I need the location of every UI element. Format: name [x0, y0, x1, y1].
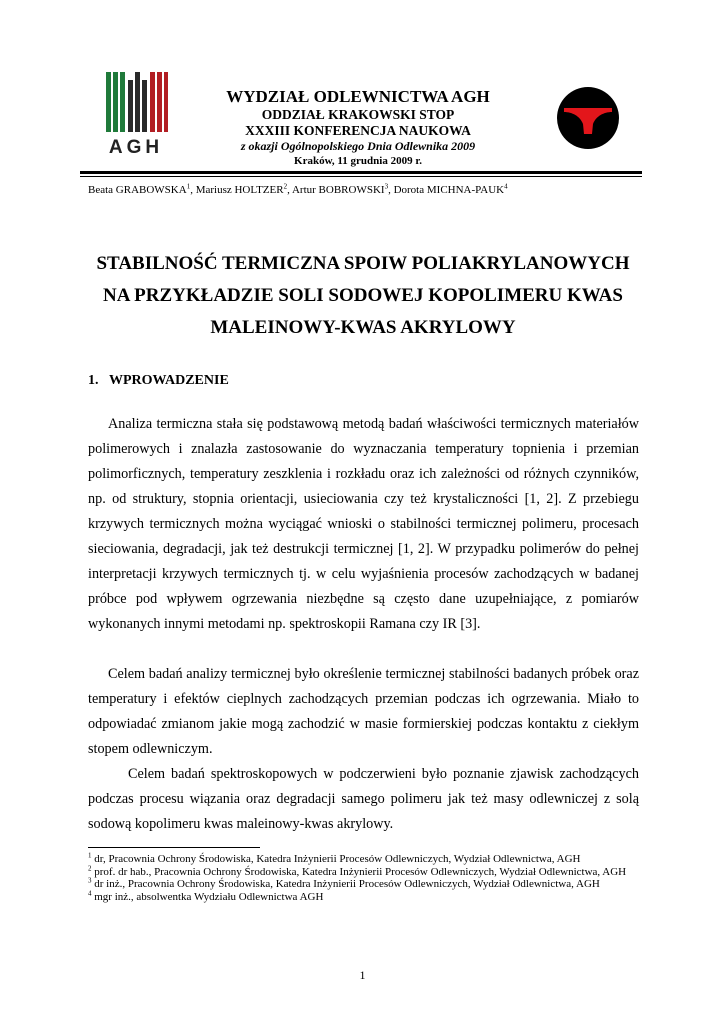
section-title: WPROWADZENIE [109, 373, 229, 388]
footnote-mark: 4 [88, 888, 92, 897]
agh-logo-text: AGH [108, 137, 164, 158]
footnote [88, 863, 639, 879]
faculty-name: WYDZIAŁ ODLEWNICTWA AGH [226, 87, 490, 106]
author-name: Mariusz HOLTZER [195, 184, 284, 196]
author-note: 3 [384, 182, 389, 191]
footnote [88, 878, 639, 891]
title-line: MALEINOWY-KWAS AKRYLOWY [210, 317, 516, 338]
header-rule-thin [80, 176, 642, 177]
logo-bar [142, 80, 147, 132]
logo-bar [150, 72, 155, 132]
stop-logo [556, 86, 620, 150]
footnote-text: mgr inż., absolwentka Wydziału Odlewnictwa AGH [94, 890, 324, 903]
footnote [88, 853, 639, 866]
section-number: 1. [88, 373, 99, 388]
logo-bar [120, 72, 125, 132]
footnote-mark: 3 [88, 876, 92, 885]
stop-logo-icon [556, 86, 620, 150]
author-note: 4 [504, 182, 508, 191]
logo-bar [128, 80, 133, 132]
logo-bar [135, 72, 140, 132]
footnote [88, 888, 639, 904]
footnotes [88, 853, 639, 903]
footnote-text: dr inż., Pracownia Ochrony Środowiska, Katedra Inżynierii Procesów Odlewniczych, Wydział Odlewnictwa, AGH [94, 878, 600, 890]
page-number: 1 [359, 968, 366, 982]
agh-logo [104, 72, 168, 158]
conference-header [180, 86, 536, 168]
conference-date: Kraków, 11 grudnia 2009 r. [294, 155, 422, 167]
logo-bar [106, 72, 111, 132]
title-line: NA PRZYKŁADZIE SOLI SODOWEJ KOPOLIMERU KWAS [103, 285, 623, 306]
branch-name: ODDZIAŁ KRAKOWSKI STOP [261, 107, 455, 122]
author-name: Beata GRABOWSKA [88, 184, 187, 196]
logo-bar [157, 72, 162, 132]
paper-title [80, 248, 646, 344]
title-line: STABILNOŚĆ TERMICZNA SPOIW POLIAKRYLANOWYCH [96, 253, 630, 274]
author-name: Artur BOBROWSKI [291, 184, 385, 196]
logo-bar [113, 72, 118, 132]
author-note: 1 [186, 182, 191, 191]
footnote-text: prof. dr hab., Pracownia Ochrony Środowiska, Katedra Inżynierii Procesów Odlewniczych, Wydział Odlewnictwa, AGH [94, 865, 627, 878]
body-paragraph: Analiza termiczna stała się podstawową metodą badań właściwości termicznych materiałów polimerowych i znalazła zastosowanie do wyznaczania temperatury topnienia i przemian polimorficznych, temperatury zeszklenia i rozkładu oraz ich zależności od różnych czynników, np. od struktury, stopnia orientacji, usieciowania czy też krystaliczności [1, 2]. Z przebiegu krzywych termicznych można wyciągać wnioski o stabilności termicznej polimeru, procesach sieciowania, degradacji, jak też destrukcji termicznej [1, 2]. W przypadku polimerów do pełnej interpretacji krzywych termicznych tj. w celu wyjaśnienia procesów zachodzących w badanej próbce pod wpływem ogrzewania niezbędne są często dane uzupełniające, z pomiarów wykonanych innymi metodami np. spektroskopii Ramana czy IR [3]. [88, 416, 639, 632]
footnote-text: dr, Pracownia Ochrony Środowiska, Katedra Inżynierii Procesów Odlewniczych, Wydział Odlewnictwa, AGH [94, 853, 581, 865]
conference-name: XXXIII KONFERENCJA NAUKOWA [245, 123, 471, 138]
footnote-mark: 2 [88, 863, 92, 872]
conference-occasion: z okazji Ogólnopolskiego Dnia Odlewnika 2009 [240, 139, 476, 153]
author-name: Dorota MICHNA-PAUK [393, 184, 505, 196]
body-paragraph: Celem badań spektroskopowych w podczerwieni było poznanie zjawisk zachodzących podczas procesu wiązania oraz degradacji samego polimeru jak też masy odlewniczej z solą sodową kopolimeru kwas maleinowy-kwas akrylowy. [88, 766, 639, 832]
logo-bar [164, 72, 168, 132]
author-note: 2 [283, 182, 288, 191]
header-rule-thick [80, 171, 642, 174]
footnote-mark: 1 [88, 851, 92, 860]
footnote-separator [88, 847, 260, 848]
author-list: Beata GRABOWSKA$^1$, Mariusz HOLTZER$^2$, Artur BOBROWSKI$^3$, Dorota MICHNA-PAUK$^4$ [88, 182, 508, 196]
section-heading [88, 372, 229, 390]
body-paragraph: Celem badań analizy termicznej było określenie termicznej stabilności badanych próbek oraz temperatury i efektów cieplnych zachodzących przemian podczas ich ogrzewania. Miało to odpowiadać zmianom jakie mogą zachodzić w masie formierskiej podczas kontaktu z ciekłym stopem odlewniczym. [88, 666, 639, 757]
